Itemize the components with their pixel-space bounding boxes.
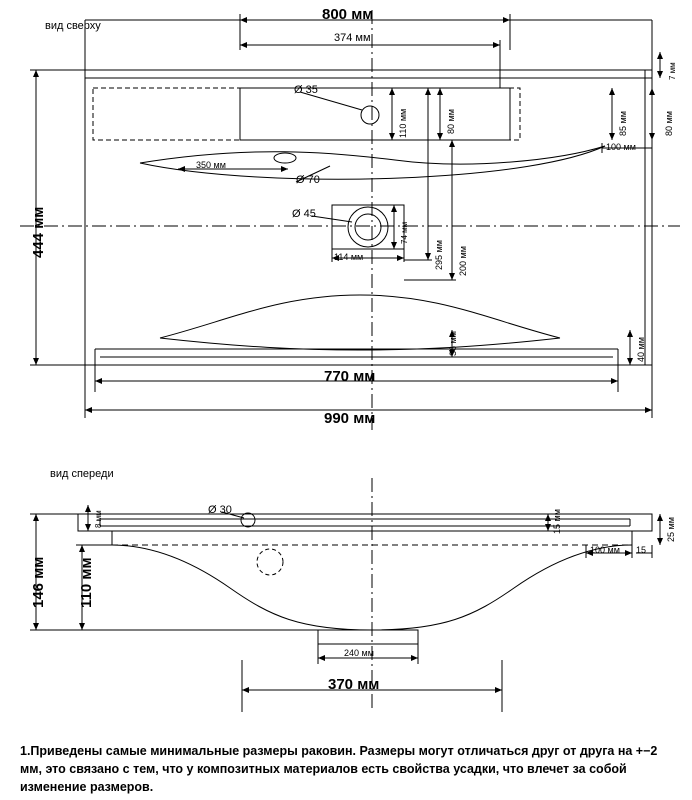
- dim-depth-444: 444 мм: [30, 206, 47, 258]
- dim-25: 25 мм: [666, 517, 676, 542]
- dim-80-top: 80 мм: [446, 109, 456, 134]
- dim-990: 990 мм: [324, 410, 376, 427]
- dim-74: 74 мм: [400, 221, 409, 244]
- dim-15-inner: 15 мм: [552, 509, 562, 534]
- footnote: 1.Приведены самые минимальные размеры раковин. Размеры могут отличаться друг от друга на +−2 мм, это связано с тем, что у композитных материалов есть свойства усадки, что влечет за собой изменение размеров.: [20, 744, 658, 795]
- top-view-title: вид сверху: [45, 20, 101, 32]
- dim-overall-width: 800 мм: [322, 6, 374, 23]
- dim-40: 40 мм: [636, 337, 646, 362]
- hole-30-label: Ø 30: [208, 504, 232, 516]
- hole-70-label: Ø 70: [296, 174, 320, 186]
- dim-200: 200 мм: [458, 246, 468, 276]
- dim-110-top: 110 мм: [398, 108, 408, 138]
- dim-350: 350 мм: [196, 160, 226, 170]
- hole-35-label: Ø 35: [294, 84, 318, 96]
- hole-45-label: Ø 45: [292, 208, 316, 220]
- dim-100-front: 100 мм: [590, 545, 620, 555]
- dim-770: 770 мм: [324, 368, 376, 385]
- dim-7: 7 мм: [668, 62, 677, 80]
- dim-inner-width: 374 мм: [334, 32, 371, 44]
- dim-146: 146 мм: [30, 556, 47, 608]
- dim-370: 370 мм: [328, 676, 380, 693]
- dim-240: 240 мм: [344, 648, 374, 658]
- dim-114: 114 мм: [334, 252, 364, 262]
- dim-100-top: 100 мм: [606, 142, 636, 152]
- dim-295: 295 мм: [434, 240, 444, 270]
- dim-15-small: 15: [636, 545, 647, 555]
- front-view-title: вид спереди: [50, 468, 114, 480]
- dim-80-right: 80 мм: [664, 111, 674, 136]
- dim-8: 8 мм: [94, 510, 103, 528]
- dim-85: 85 мм: [618, 111, 628, 136]
- dim-110-front: 110 мм: [78, 557, 95, 608]
- dim-36: 36 мм: [448, 331, 458, 356]
